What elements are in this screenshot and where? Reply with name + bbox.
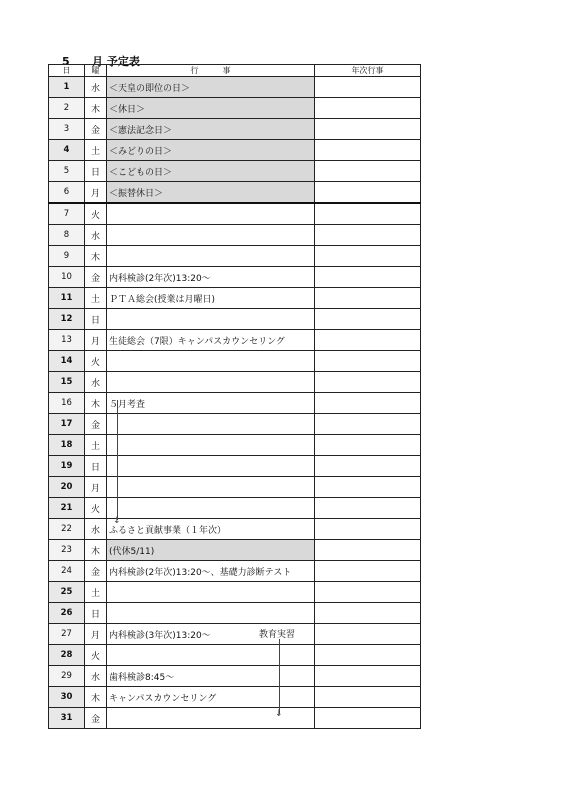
table-row: [49, 582, 421, 603]
weekday-cell: 金: [85, 414, 107, 435]
weekday-cell: 木: [85, 393, 107, 414]
event-cell: 内科検診(2年次)13:20〜: [107, 267, 315, 288]
table-row: [49, 624, 421, 645]
table-row: [49, 708, 421, 729]
header-row: [49, 65, 421, 77]
day-cell: 30: [49, 687, 85, 708]
day-cell: 31: [49, 708, 85, 729]
annual-cell: [315, 246, 421, 267]
title-label: 月 予定表: [92, 55, 140, 68]
event-cell: [107, 456, 315, 477]
day-cell: 9: [49, 246, 85, 267]
table-row: [49, 330, 421, 351]
weekday-cell: 金: [85, 267, 107, 288]
teaching-practice-label: 教育実習: [259, 630, 296, 640]
annual-cell: [315, 393, 421, 414]
weekday-cell: 日: [85, 309, 107, 330]
event-cell: [107, 372, 315, 393]
event-cell: ＜休日＞: [107, 98, 315, 119]
day-cell: 28: [49, 645, 85, 666]
day-cell: 1: [49, 77, 85, 98]
table-row: [49, 288, 421, 309]
table-row: [49, 161, 421, 182]
event-cell: (代休5/11): [107, 540, 315, 561]
event-cell: [107, 225, 315, 246]
event-cell: [107, 477, 315, 498]
day-cell: 15: [49, 372, 85, 393]
event-cell: [107, 203, 315, 225]
table-row: [49, 225, 421, 246]
annual-cell: [315, 351, 421, 372]
annual-cell: [315, 477, 421, 498]
table-row: [49, 435, 421, 456]
annual-cell: [315, 372, 421, 393]
event-cell: [107, 603, 315, 624]
annual-cell: [315, 708, 421, 729]
event-cell: 内科検診(2年次)13:20〜、基礎力診断テスト: [107, 561, 315, 582]
header-day: 日: [49, 65, 85, 77]
annual-cell: [315, 624, 421, 645]
table-row: [49, 687, 421, 708]
table-row: [49, 182, 421, 204]
event-cell: ５月考査: [107, 393, 315, 414]
event-cell: キャンパスカウンセリング: [107, 687, 315, 708]
weekday-cell: 火: [85, 203, 107, 225]
table-row: [49, 203, 421, 225]
annual-cell: [315, 98, 421, 119]
exam-period-arrow: [117, 400, 118, 520]
day-cell: 20: [49, 477, 85, 498]
day-cell: 23: [49, 540, 85, 561]
day-cell: 17: [49, 414, 85, 435]
event-cell: 歯科検診8:45〜: [107, 666, 315, 687]
weekday-cell: 火: [85, 351, 107, 372]
annual-cell: [315, 309, 421, 330]
event-cell: 内科検診(3年次)13:20〜: [107, 624, 315, 645]
event-cell: ＜憲法記念日＞: [107, 119, 315, 140]
weekday-cell: 日: [85, 603, 107, 624]
table-row: [49, 498, 421, 519]
annual-cell: [315, 582, 421, 603]
event-cell: [107, 351, 315, 372]
weekday-cell: 月: [85, 624, 107, 645]
event-cell: ＜天皇の即位の日＞: [107, 77, 315, 98]
annual-cell: [315, 203, 421, 225]
weekday-cell: 金: [85, 561, 107, 582]
day-cell: 11: [49, 288, 85, 309]
annual-cell: [315, 603, 421, 624]
weekday-cell: 木: [85, 246, 107, 267]
annual-cell: [315, 330, 421, 351]
day-cell: 2: [49, 98, 85, 119]
event-cell: ＜振替休日＞: [107, 182, 315, 204]
annual-cell: [315, 687, 421, 708]
weekday-cell: 土: [85, 288, 107, 309]
event-cell: [107, 645, 315, 666]
annual-cell: [315, 456, 421, 477]
weekday-cell: 月: [85, 477, 107, 498]
exam-period-arrow-head: ↓: [113, 516, 121, 526]
teaching-practice-arrow-head: ↓: [275, 709, 283, 719]
day-cell: 21: [49, 498, 85, 519]
weekday-cell: 水: [85, 666, 107, 687]
table-row: [49, 77, 421, 98]
table-row: [49, 351, 421, 372]
event-cell: ＜みどりの日＞: [107, 140, 315, 161]
title-month: 5: [62, 55, 70, 68]
weekday-cell: 金: [85, 119, 107, 140]
annual-cell: [315, 666, 421, 687]
day-cell: 4: [49, 140, 85, 161]
table-row: [49, 119, 421, 140]
day-cell: 12: [49, 309, 85, 330]
annual-cell: [315, 519, 421, 540]
weekday-cell: 金: [85, 708, 107, 729]
annual-cell: [315, 414, 421, 435]
table-row: [49, 140, 421, 161]
day-cell: 19: [49, 456, 85, 477]
table-row: [49, 645, 421, 666]
table-row: [49, 540, 421, 561]
day-cell: 24: [49, 561, 85, 582]
schedule-table: [48, 64, 421, 729]
weekday-cell: 水: [85, 372, 107, 393]
day-cell: 14: [49, 351, 85, 372]
table-row: [49, 246, 421, 267]
day-cell: 5: [49, 161, 85, 182]
event-cell: ふるさと貢献事業（１年次）: [107, 519, 315, 540]
annual-cell: [315, 225, 421, 246]
day-cell: 16: [49, 393, 85, 414]
day-cell: 6: [49, 182, 85, 204]
annual-cell: [315, 182, 421, 204]
table-row: [49, 309, 421, 330]
annual-cell: [315, 498, 421, 519]
weekday-cell: 水: [85, 225, 107, 246]
weekday-cell: 月: [85, 330, 107, 351]
event-cell: [107, 414, 315, 435]
table-row: [49, 267, 421, 288]
table-row: [49, 393, 421, 414]
annual-cell: [315, 140, 421, 161]
weekday-cell: 水: [85, 77, 107, 98]
day-cell: 27: [49, 624, 85, 645]
table-row: [49, 414, 421, 435]
event-cell: [107, 582, 315, 603]
event-cell: [107, 498, 315, 519]
header-annual: 年次行事: [315, 65, 421, 77]
teaching-practice-arrow: [279, 639, 280, 714]
day-cell: 10: [49, 267, 85, 288]
weekday-cell: 日: [85, 161, 107, 182]
annual-cell: [315, 77, 421, 98]
weekday-cell: 土: [85, 140, 107, 161]
event-cell: 生徒総会（7限）キャンパスカウンセリング: [107, 330, 315, 351]
header-weekday: 曜: [85, 65, 107, 77]
weekday-cell: 木: [85, 540, 107, 561]
event-cell: [107, 309, 315, 330]
weekday-cell: 水: [85, 519, 107, 540]
annual-cell: [315, 540, 421, 561]
annual-cell: [315, 267, 421, 288]
table-row: [49, 666, 421, 687]
annual-cell: [315, 435, 421, 456]
event-cell: ＰＴＡ総会(授業は月曜日): [107, 288, 315, 309]
table-row: [49, 98, 421, 119]
weekday-cell: 木: [85, 98, 107, 119]
day-cell: 13: [49, 330, 85, 351]
annual-cell: [315, 645, 421, 666]
event-cell: [107, 708, 315, 729]
weekday-cell: 月: [85, 182, 107, 204]
annual-cell: [315, 561, 421, 582]
annual-cell: [315, 161, 421, 182]
day-cell: 7: [49, 203, 85, 225]
table-row: [49, 456, 421, 477]
weekday-cell: 火: [85, 645, 107, 666]
table-row: [49, 603, 421, 624]
weekday-cell: 土: [85, 435, 107, 456]
weekday-cell: 木: [85, 687, 107, 708]
table-row: [49, 519, 421, 540]
annual-cell: [315, 288, 421, 309]
day-cell: 26: [49, 603, 85, 624]
day-cell: 3: [49, 119, 85, 140]
table-row: [49, 477, 421, 498]
day-cell: 25: [49, 582, 85, 603]
day-cell: 22: [49, 519, 85, 540]
table-row: [49, 561, 421, 582]
event-cell: ＜こどもの日＞: [107, 161, 315, 182]
weekday-cell: 火: [85, 498, 107, 519]
event-cell: [107, 246, 315, 267]
day-cell: 8: [49, 225, 85, 246]
weekday-cell: 日: [85, 456, 107, 477]
table-row: [49, 372, 421, 393]
header-event: 行 事: [107, 65, 315, 77]
weekday-cell: 土: [85, 582, 107, 603]
event-cell: [107, 435, 315, 456]
annual-cell: [315, 119, 421, 140]
day-cell: 29: [49, 666, 85, 687]
day-cell: 18: [49, 435, 85, 456]
